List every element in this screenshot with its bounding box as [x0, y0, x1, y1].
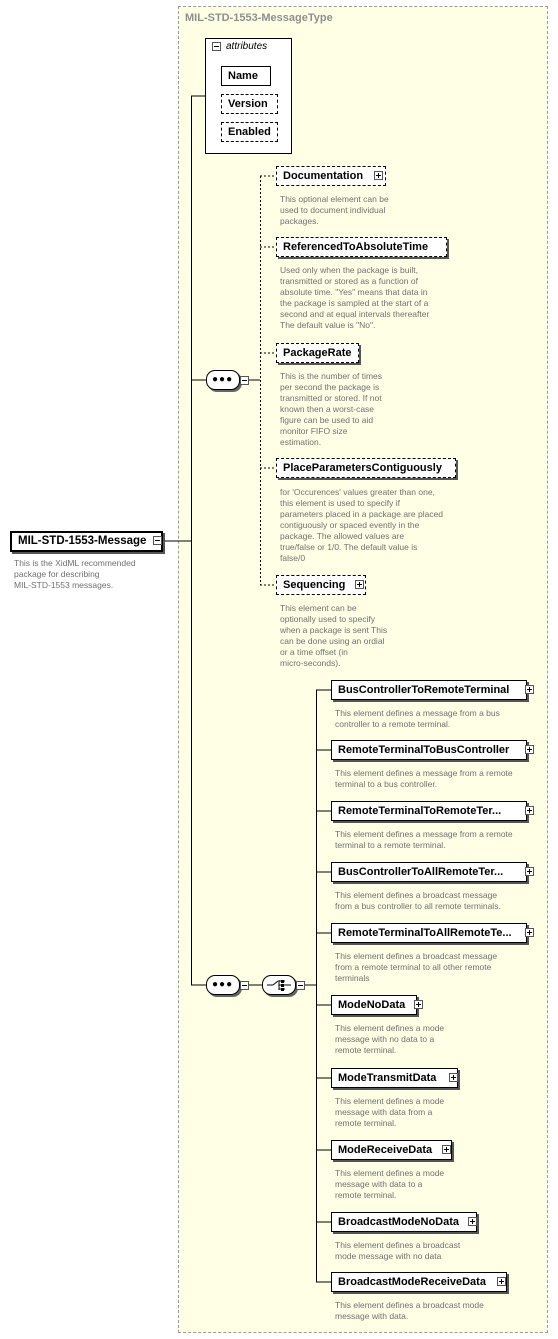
element-buscontrollertoremoteterminal[interactable]: [331, 680, 527, 700]
element-description: This element defines a message from a remote terminal to a bus controller.: [335, 768, 513, 789]
element-description: This element defines a broadcast message from a remote terminal to all other remote terminals: [335, 951, 498, 983]
attribute-version[interactable]: [221, 94, 278, 114]
attributes-collapse-icon[interactable]: [212, 42, 221, 51]
complex-type-title: MIL-STD-1553-MessageType: [185, 12, 333, 24]
expand-icon[interactable]: [525, 806, 534, 815]
expand-icon[interactable]: [525, 867, 534, 876]
expand-icon[interactable]: [374, 171, 383, 180]
element-description: This element defines a message from a remote terminal to a remote terminal.: [335, 829, 513, 850]
element-label: BusControllerToAllRemoteTer...: [338, 866, 504, 878]
element-sequencing[interactable]: [276, 575, 366, 595]
attribute-enabled[interactable]: [221, 122, 278, 142]
element-label: RemoteTerminalToBusController: [338, 744, 510, 756]
expand-icon[interactable]: [468, 1217, 477, 1226]
element-label: ModeReceiveData: [338, 1144, 433, 1156]
attribute-label: Enabled: [228, 126, 271, 138]
expand-icon[interactable]: [442, 1145, 451, 1154]
expand-icon[interactable]: [414, 1000, 423, 1009]
expand-icon[interactable]: [449, 1073, 458, 1082]
element-description: This element defines a mode message with data to a remote terminal.: [335, 1168, 445, 1200]
attributes-label: attributes: [226, 41, 268, 52]
element-label: PlaceParametersContiguously: [283, 462, 442, 474]
element-documentation[interactable]: [276, 166, 386, 186]
element-label: RemoteTerminalToRemoteTer...: [338, 805, 502, 817]
element-description: This optional element can be used to document individual packages.: [280, 194, 389, 226]
sequence-compositor-2[interactable]: [206, 975, 240, 995]
element-label: RemoteTerminalToAllRemoteTe...: [338, 927, 512, 939]
sequence-icon: ●●●: [212, 979, 234, 990]
element-label: Documentation: [283, 170, 364, 182]
choice-icon: [263, 976, 295, 994]
element-label: BusControllerToRemoteTerminal: [338, 684, 510, 696]
element-modereceivedata[interactable]: [331, 1140, 452, 1160]
element-description: Used only when the package is built, transmitted or stored as a function of absolute time. "Yes" means that data in the package is sampled at the start of a second and at equal intervals thereafter The default value is "No".: [280, 265, 430, 330]
expand-icon[interactable]: [525, 745, 534, 754]
collapse-icon[interactable]: [153, 536, 162, 545]
element-description: This element can be optionally used to specify when a package is sent This can be done using an ordial or a time offset (in micro-seconds).: [280, 603, 388, 668]
element-label: ReferencedToAbsoluteTime: [283, 241, 429, 253]
element-description: This element defines a broadcast mode message with data.: [335, 1300, 484, 1321]
element-referencedtoabsolutetime[interactable]: [276, 237, 447, 257]
element-description: This element defines a broadcast message from a bus controller to all remote terminals.: [335, 890, 501, 911]
element-description: This is the number of times per second the package is transmitted or stored. If not known then a worst-case figure can be used to aid monitor FIFO size estimation.: [280, 371, 383, 447]
element-buscontrollertoallremoteterminals[interactable]: [331, 862, 527, 882]
expand-icon[interactable]: [355, 580, 364, 589]
element-remoteterminaltobuscontroller[interactable]: [331, 740, 527, 760]
choice-collapse-icon[interactable]: [296, 981, 305, 990]
choice-compositor[interactable]: [262, 975, 296, 995]
element-description: This element defines a mode message with no data to a remote terminal.: [335, 1023, 445, 1055]
attribute-label: Name: [228, 70, 258, 82]
attribute-label: Version: [228, 98, 268, 110]
element-label: ModeNoData: [338, 999, 406, 1011]
root-description: This is the XidML recommended package for describing MIL-STD-1553 messages.: [14, 558, 136, 590]
root-element[interactable]: [10, 531, 163, 552]
element-modetransmitdata[interactable]: [331, 1068, 458, 1088]
element-broadcastmodenodata[interactable]: [331, 1212, 477, 1232]
element-modenodata[interactable]: [331, 995, 417, 1015]
element-description: This element defines a broadcast mode message with no data: [335, 1240, 461, 1261]
element-broadcastmodereceivedata[interactable]: [331, 1272, 507, 1292]
element-label: BroadcastModeReceiveData: [338, 1276, 486, 1288]
element-label: ModeTransmitData: [338, 1072, 437, 1084]
element-remoteterminaltoallremoteterminals[interactable]: [331, 923, 527, 943]
sequence-icon: ●●●: [212, 374, 234, 385]
expand-icon[interactable]: [525, 928, 534, 937]
root-element-label: MIL-STD-1553-Message: [18, 535, 147, 547]
element-packagerate[interactable]: [276, 343, 359, 363]
element-label: BroadcastModeNoData: [338, 1216, 460, 1228]
element-label: PackageRate: [283, 347, 352, 359]
element-description: This element defines a message from a bus controller to a remote terminal.: [335, 708, 500, 729]
element-description: This element defines a mode message with data from a remote terminal.: [335, 1096, 445, 1128]
element-remoteterminaltoremoteterminal[interactable]: [331, 801, 527, 821]
sequence-compositor[interactable]: [206, 370, 240, 390]
element-label: Sequencing: [283, 579, 346, 591]
expand-icon[interactable]: [497, 1277, 506, 1286]
attribute-name[interactable]: [221, 66, 271, 86]
sequence-collapse-icon[interactable]: [240, 981, 249, 990]
element-placeparameterscontiguously[interactable]: [276, 458, 456, 478]
element-description: for 'Occurences' values greater than one, this element is used to specify if parameters placed in a package are placed contiguously or spaced evently in the package. The allowed values are true/false or 1/0. The default value is false/0: [280, 487, 444, 563]
expand-icon[interactable]: [525, 685, 534, 694]
sequence-collapse-icon[interactable]: [240, 376, 249, 385]
